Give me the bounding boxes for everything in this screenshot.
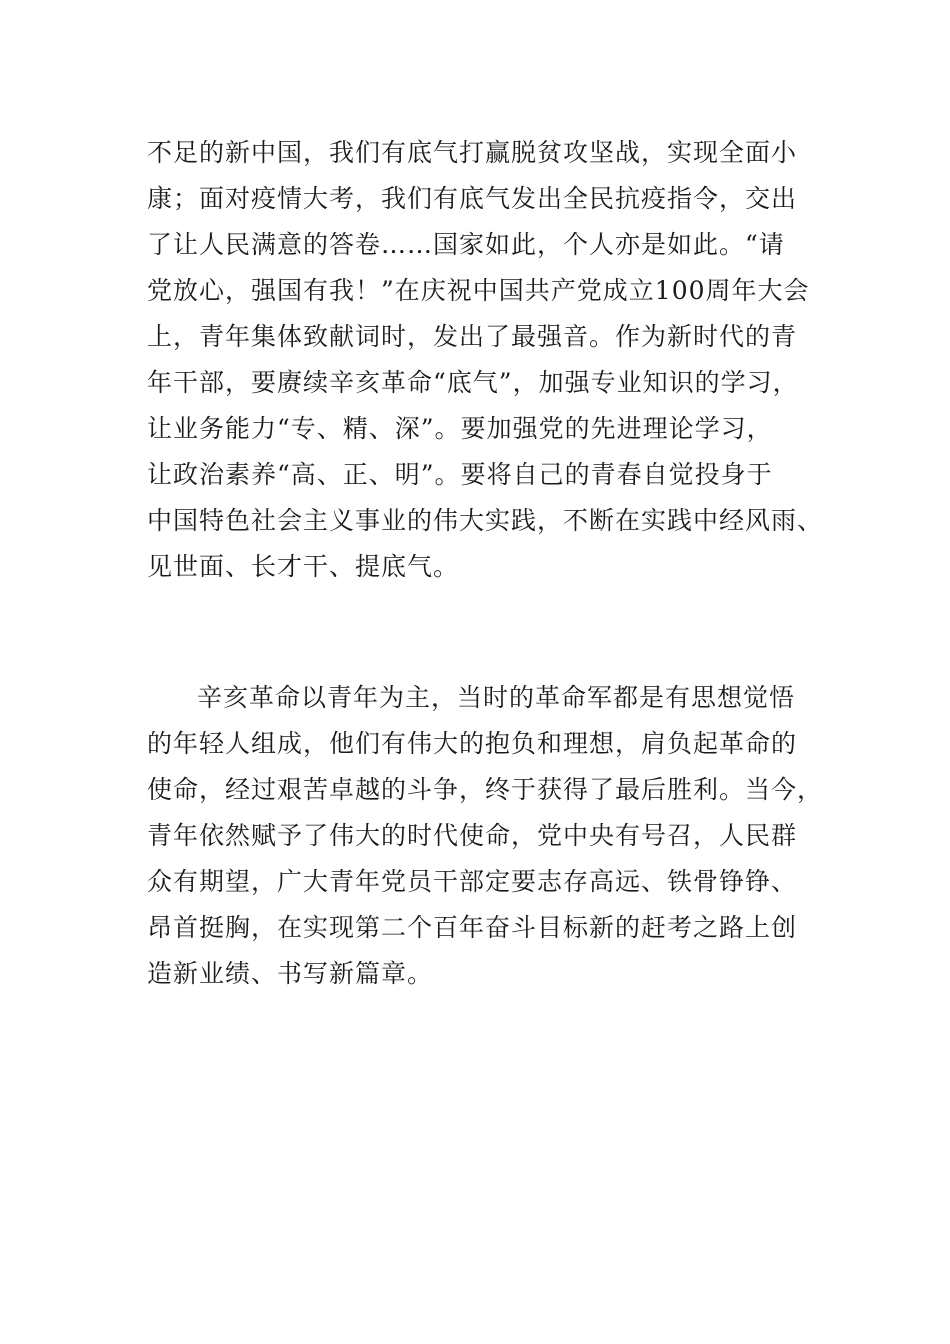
paragraph-line: 见世面、长才干、提底气。 [147,552,460,581]
paragraph-line: 中国特色社会主义事业的伟大实践，不断在实践中经风雨、 [147,506,824,535]
paragraph-line: 的年轻人组成，他们有伟大的抱负和理想，肩负起革命的 [147,729,798,758]
paragraph-line: 造新业绩、书写新篇章。 [147,959,434,988]
paragraph-line: 不足的新中国，我们有底气打赢脱贫攻坚战，实现全面小 [147,138,798,167]
paragraph-line: 使命，经过艰苦卓越的斗争，终于获得了最后胜利。当今， [147,775,824,804]
paragraph-line: 让业务能力“专、精、深”。要加强党的先进理论学习， [147,414,773,443]
paragraph-line: 上，青年集体致献词时，发出了最强音。作为新时代的青 [147,322,798,351]
paragraph-1 [147,130,827,590]
paragraph-line: 青年依然赋予了伟大的时代使命，党中央有号召，人民群 [147,821,798,850]
paragraph-line: 年干部，要赓续辛亥革命“底气”，加强专业知识的学习， [147,368,799,397]
paragraph-2 [147,675,827,997]
paragraph-line: 昂首挺胸，在实现第二个百年奋斗目标新的赶考之路上创 [147,913,798,942]
paragraph-line: 辛亥革命以青年为主，当时的革命军都是有思想觉悟 [197,683,796,712]
paragraph-line: 康；面对疫情大考，我们有底气发出全民抗疫指令，交出 [147,184,798,213]
paragraph-line: 了让人民满意的答卷……国家如此，个人亦是如此。“请 [147,230,785,259]
paragraph-line: 众有期望，广大青年党员干部定要志存高远、铁骨铮铮、 [147,867,798,896]
paragraph-line: 让政治素养“高、正、明”。要将自己的青春自觉投身于 [147,460,773,489]
paragraph-line: 党放心，强国有我！”在庆祝中国共产党成立100周年大会 [147,276,810,305]
